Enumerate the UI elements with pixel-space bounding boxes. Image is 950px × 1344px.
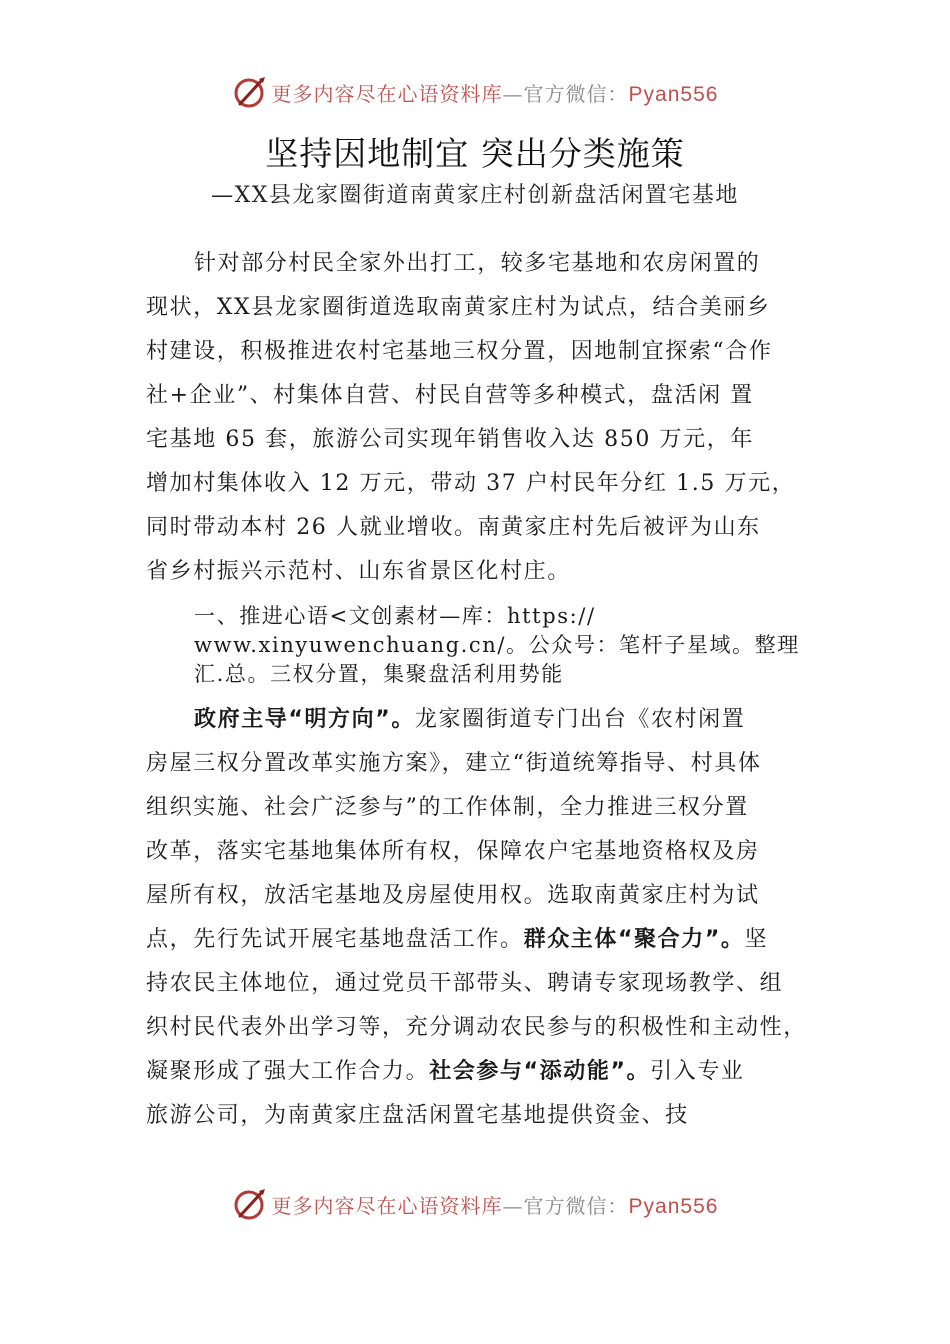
- text-line: 房屋三权分置改革实施方案》，建立“街道统筹指导、村具体: [146, 751, 762, 776]
- text-line: [146, 1050, 836, 1094]
- brush-logo-icon: [232, 74, 268, 110]
- text-line: 织村民代表外出学习等，充分调动农民参与的积极性和主动性，: [146, 1015, 807, 1040]
- brush-logo-icon: [232, 1186, 268, 1222]
- text-line: [146, 918, 836, 962]
- banner-slogan: 更多内容尽在心语资料库: [271, 81, 503, 106]
- text-line: www.xinyuwenchuang.cn/。公众号：笔杆子星域。整理: [194, 633, 800, 657]
- banner-text: [272, 1190, 719, 1219]
- text-line: 省乡村振兴示范村、山东省景区化村庄。: [146, 559, 571, 584]
- banner-account: Pyan556: [628, 1194, 719, 1218]
- bold-phrase: 群众主体“聚合力”。: [523, 927, 745, 952]
- footer-banner: [0, 1184, 950, 1224]
- paragraph-intro: [146, 242, 836, 594]
- text-line: 一、推进心语<文创素材—库：https://: [194, 604, 596, 628]
- text-run: 龙家圈街道专门出台《农村闲置: [414, 707, 746, 732]
- text-line: 现状，XX县龙家圈街道选取南黄家庄村为试点，结合美丽乡: [146, 295, 771, 320]
- text-run: 引入专业: [650, 1059, 745, 1084]
- banner-wechat-label: 官方微信：: [523, 1193, 629, 1218]
- bold-phrase: 社会参与“添动能”。: [429, 1059, 651, 1084]
- document-subtitle: —XX县龙家圈街道南黄家庄村创新盘活闲置宅基地: [211, 183, 739, 208]
- text-run: 坚: [744, 927, 769, 952]
- text-line: 同时带动本村 26 人就业增收。南黄家庄村先后被评为山东: [146, 515, 761, 540]
- text-run: 点，先行先试开展宅基地盘活工作。: [146, 927, 524, 952]
- text-line: 组织实施、社会广泛参与”的工作体制，全力推进三权分置: [146, 795, 749, 820]
- bold-phrase: 政府主导“明方向”。: [194, 707, 415, 732]
- banner-wechat-label: 官方微信：: [523, 81, 629, 106]
- text-line: 旅游公司，为南黄家庄盘活闲置宅基地提供资金、技: [146, 1103, 689, 1128]
- section-heading-1: [194, 602, 834, 689]
- text-line: 针对部分村民全家外出打工，较多宅基地和农房闲置的: [194, 251, 761, 276]
- banner-dash: —: [502, 1193, 524, 1218]
- text-line: 社+企业”、村集体自营、村民自营等多种模式，盘活闲 置: [146, 383, 754, 408]
- text-line: [146, 698, 836, 742]
- header-banner: [0, 72, 950, 112]
- text-line: 汇.总。三权分置，集聚盘活利用势能: [194, 662, 564, 686]
- text-line: 增加村集体收入 12 万元，带动 37 户村民年分红 1.5 万元，: [146, 471, 796, 496]
- banner-dash: —: [502, 81, 524, 106]
- text-line: 村建设，积极推进农村宅基地三权分置，因地制宜探索“合作: [146, 339, 773, 364]
- text-line: 屋所有权，放活宅基地及房屋使用权。选取南黄家庄村为试: [146, 883, 760, 908]
- banner-slogan: 更多内容尽在心语资料库: [271, 1193, 503, 1218]
- banner-text: [272, 78, 719, 107]
- text-line: 持农民主体地位，通过党员干部带头、聘请专家现场教学、组: [146, 971, 784, 996]
- text-line: 改革，落实宅基地集体所有权，保障农户宅基地资格权及房: [146, 839, 760, 864]
- paragraph-body: [146, 698, 836, 1138]
- banner-account: Pyan556: [628, 82, 719, 106]
- text-run: 凝聚形成了强大工作合力。: [146, 1059, 430, 1084]
- text-line: 宅基地 65 套，旅游公司实现年销售收入达 850 万元，年: [146, 427, 754, 452]
- document-title: 坚持因地制宜 突出分类施策: [265, 134, 685, 173]
